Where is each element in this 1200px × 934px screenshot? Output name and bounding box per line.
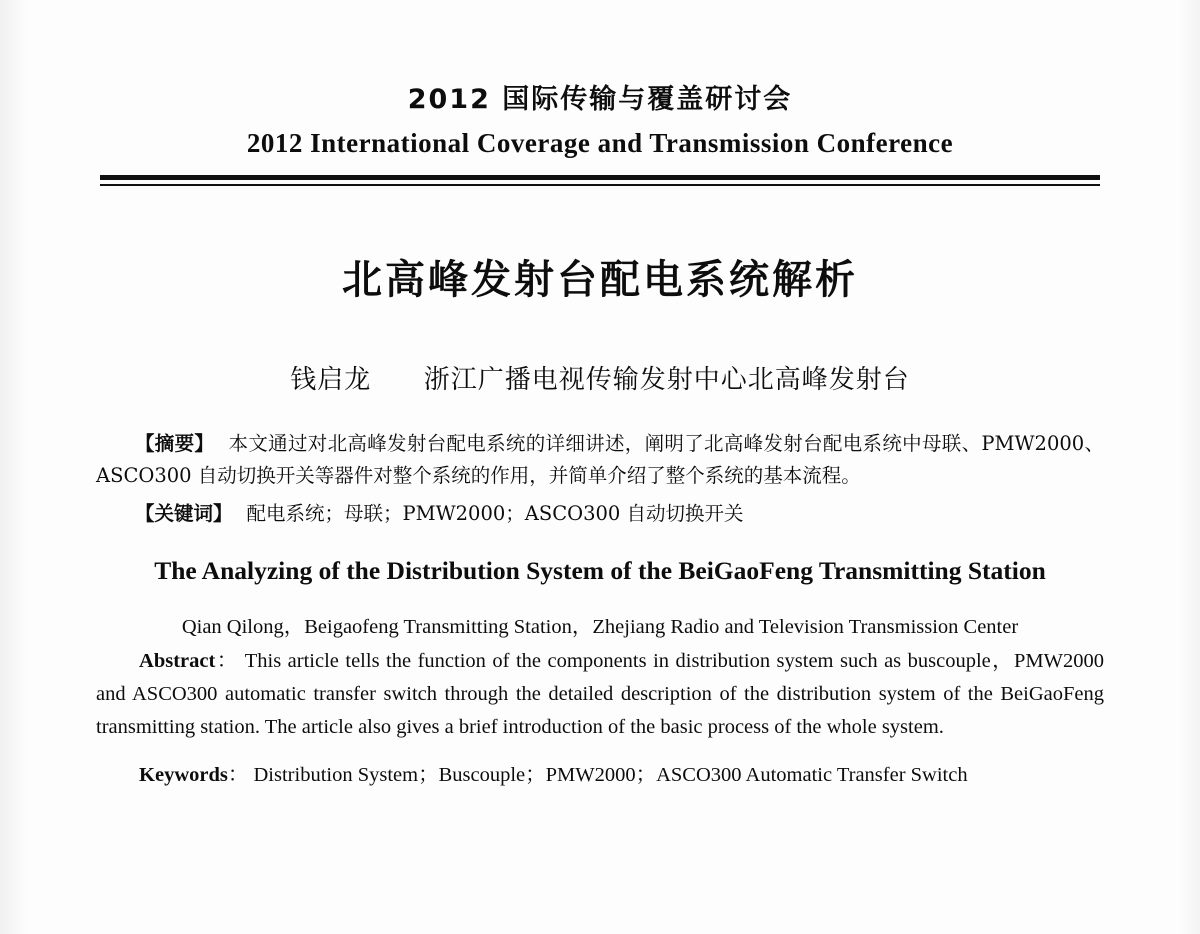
chinese-abstract-block xyxy=(96,428,1104,529)
abstract-paragraph-en xyxy=(96,645,1104,745)
abstract-colon-en: ： xyxy=(215,650,239,672)
author-name-cn: 钱启龙 xyxy=(290,365,372,396)
abstract-paragraph-cn xyxy=(96,428,1104,491)
author-line-cn xyxy=(96,359,1104,396)
abstract-text-cn: 本文通过对北高峰发射台配电系统的详细讲述，阐明了北高峰发射台配电系统中母联、PMW2000、ASCO300 自动切换开关等器件对整个系统的作用，并简单介绍了整个系统的基本流程。 xyxy=(96,432,1104,487)
author-line-en: Qian Qilong，Beigaofeng Transmitting Station，Zhejiang Radio and Television Transmission Center xyxy=(181,616,1019,638)
paper-title-cn: 北高峰发射台配电系统解析 xyxy=(342,257,858,304)
abstract-text-en: This article tells the function of the components in distribution system such as buscouple，PMW2000 and ASCO300 automatic transfer switch through the detailed description of the distribution system of the BeiGaoFeng transmitting station. The article also gives a brief introduction of the basic process of the whole system. xyxy=(96,650,1105,739)
keywords-colon-en: ： xyxy=(227,763,249,786)
abstract-label-en: Abstract xyxy=(139,650,216,672)
abstract-label-cn: 【摘要】 xyxy=(135,432,215,456)
keywords-text-en: Distribution System；Buscouple；PMW2000；ASCO300 Automatic Transfer Switch xyxy=(253,763,968,786)
paper-title-en: The Analyzing of the Distribution System of the BeiGaoFeng Transmitting Station xyxy=(154,556,1046,586)
keywords-text-cn: 配电系统；母联；PMW2000；ASCO300 自动切换开关 xyxy=(246,501,744,525)
keywords-paragraph-cn xyxy=(96,498,1104,530)
conference-title-en: 2012 International Coverage and Transmission Conference xyxy=(246,128,954,159)
keywords-label-cn: 【关键词】 xyxy=(135,501,233,525)
header-divider xyxy=(96,175,1104,186)
keywords-label-en: Keywords xyxy=(139,763,228,786)
conference-title-cn: 2012 国际传输与覆盖研讨会 xyxy=(407,84,793,115)
author-affiliation-cn: 浙江广播电视传输发射中心北高峰发射台 xyxy=(423,365,910,396)
english-abstract-block xyxy=(96,645,1104,745)
divider-thin-line xyxy=(100,184,1100,186)
keywords-paragraph-en xyxy=(96,757,1104,787)
